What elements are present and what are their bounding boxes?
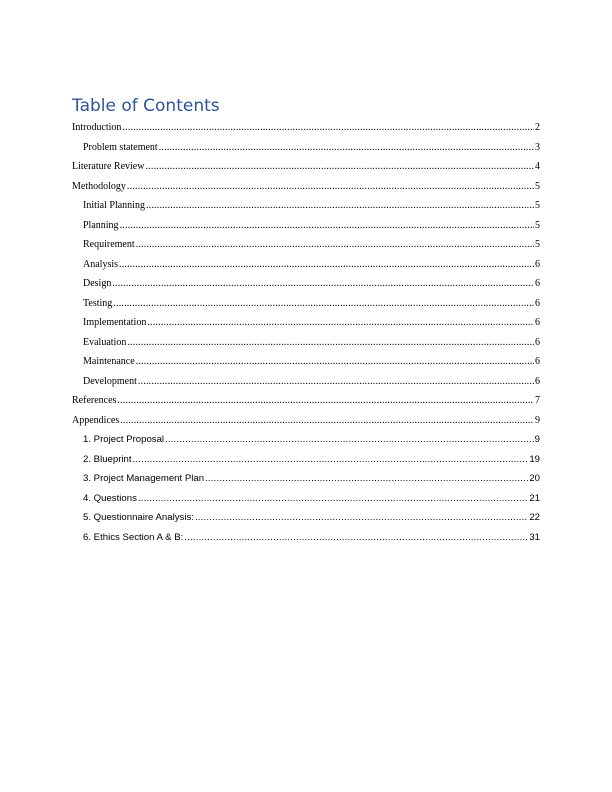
toc-dot-leader	[159, 138, 534, 158]
toc-entry-label: 6. Ethics Section A & B:	[83, 531, 184, 543]
toc-dot-leader	[127, 177, 534, 197]
toc-dot-leader	[120, 411, 534, 431]
toc-entry[interactable]	[72, 118, 540, 138]
toc-entry-page-number: 22	[529, 512, 540, 523]
toc-list	[72, 118, 540, 547]
toc-entry[interactable]	[72, 177, 540, 197]
toc-entry-page-number: 2	[535, 122, 540, 133]
toc-entry-page-number: 5	[535, 200, 540, 211]
toc-dot-leader	[147, 313, 534, 333]
toc-entry[interactable]	[72, 372, 540, 392]
toc-dot-leader	[133, 450, 529, 470]
toc-entry[interactable]	[72, 255, 540, 275]
toc-dot-leader	[112, 274, 534, 294]
toc-entry[interactable]	[72, 196, 540, 216]
toc-entry[interactable]	[72, 430, 540, 450]
toc-dot-leader	[138, 372, 534, 392]
toc-entry-label: 3. Project Management Plan	[83, 473, 205, 484]
toc-entry-page-number: 6	[535, 317, 540, 328]
toc-entry[interactable]	[72, 138, 540, 158]
toc-dot-leader	[136, 235, 534, 255]
toc-entry-label: Literature Review	[72, 161, 145, 172]
toc-entry-page-number: 3	[535, 141, 540, 153]
toc-entry[interactable]	[72, 528, 540, 548]
toc-entry-page-number: 19	[529, 453, 540, 465]
toc-entry-label: Initial Planning	[83, 200, 145, 211]
toc-entry-page-number: 6	[535, 278, 540, 289]
toc-entry-page-number: 5	[535, 180, 540, 192]
toc-entry[interactable]	[72, 294, 540, 314]
toc-entry-page-number: 5	[535, 219, 540, 231]
toc-dot-leader	[119, 255, 534, 275]
toc-entry-label: 2. Blueprint	[83, 453, 132, 465]
toc-entry-label: 5. Questionnaire Analysis:	[83, 512, 194, 523]
toc-entry[interactable]	[72, 450, 540, 470]
toc-entry-page-number: 9	[534, 434, 540, 445]
toc-entry[interactable]	[72, 508, 540, 528]
toc-entry[interactable]	[72, 391, 540, 411]
toc-dot-leader	[184, 528, 528, 548]
toc-entry-label: Appendices	[72, 414, 120, 426]
toc-entry-label: Analysis	[83, 258, 118, 270]
toc-entry[interactable]	[72, 489, 540, 509]
toc-entry-label: 1. Project Proposal	[83, 434, 165, 445]
toc-entry[interactable]	[72, 411, 540, 431]
toc-entry[interactable]	[72, 352, 540, 372]
toc-entry-label: Testing	[83, 297, 113, 309]
toc-entry-label: Methodology	[72, 180, 126, 192]
toc-entry[interactable]	[72, 274, 540, 294]
toc-dot-leader	[127, 333, 534, 353]
toc-entry[interactable]	[72, 216, 540, 236]
toc-entry-label: Implementation	[83, 317, 147, 328]
toc-entry-page-number: 5	[535, 239, 540, 250]
toc-entry-label: Planning	[83, 219, 119, 231]
document-page	[72, 96, 540, 547]
toc-entry-label: Development	[83, 375, 137, 387]
toc-dot-leader	[165, 430, 534, 450]
toc-entry[interactable]	[72, 157, 540, 177]
toc-entry-page-number: 9	[535, 414, 540, 426]
toc-dot-leader	[136, 352, 534, 372]
toc-dot-leader	[138, 489, 528, 509]
toc-dot-leader	[120, 216, 534, 236]
toc-entry-page-number: 6	[535, 258, 540, 270]
toc-dot-leader	[195, 508, 528, 528]
toc-dot-leader	[145, 157, 534, 177]
toc-entry-label: Design	[83, 278, 112, 289]
toc-entry[interactable]	[72, 333, 540, 353]
toc-entry-page-number: 6	[535, 375, 540, 387]
toc-entry[interactable]	[72, 469, 540, 489]
toc-entry-label: Maintenance	[83, 356, 135, 367]
toc-entry-label: Problem statement	[83, 141, 158, 153]
toc-entry-page-number: 4	[535, 161, 540, 172]
toc-entry-label: References	[72, 395, 117, 406]
toc-entry-label: Evaluation	[83, 336, 127, 348]
toc-entry-page-number: 6	[535, 356, 540, 367]
toc-entry-page-number: 31	[529, 531, 540, 543]
toc-dot-leader	[146, 196, 534, 216]
toc-entry-page-number: 6	[535, 336, 540, 348]
toc-entry-label: Introduction	[72, 122, 122, 133]
toc-entry-label: 4. Questions	[83, 492, 137, 504]
toc-title: Table of Contents	[72, 96, 220, 116]
toc-dot-leader	[117, 391, 534, 411]
toc-entry-page-number: 20	[529, 473, 540, 484]
toc-dot-leader	[122, 118, 534, 138]
toc-dot-leader	[205, 469, 528, 489]
toc-entry-page-number: 6	[535, 297, 540, 309]
toc-entry-page-number: 21	[529, 492, 540, 504]
toc-entry[interactable]	[72, 313, 540, 333]
toc-dot-leader	[113, 294, 534, 314]
toc-entry-page-number: 7	[535, 395, 540, 406]
toc-entry[interactable]	[72, 235, 540, 255]
toc-entry-label: Requirement	[83, 239, 135, 250]
